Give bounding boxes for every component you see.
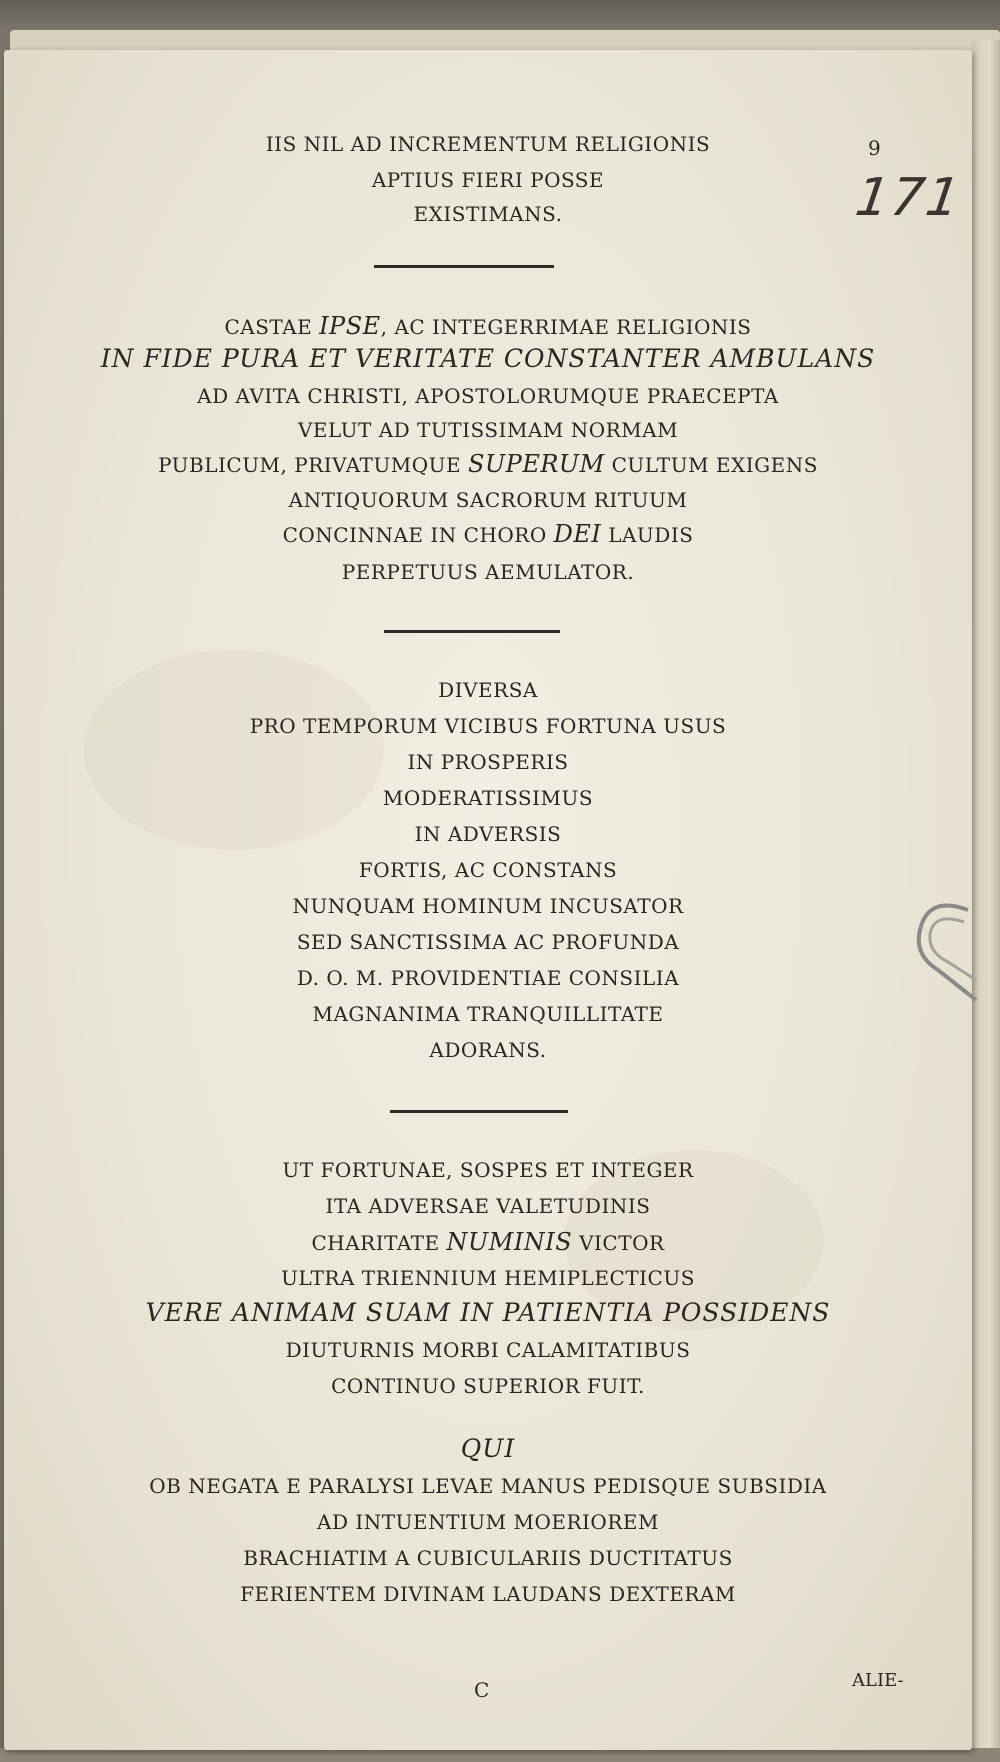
handwritten-folio-number: 171 [851, 168, 966, 228]
text-line: PERPETUUS AEMULATOR. [341, 560, 635, 584]
text-line: CONTINUO SUPERIOR FUIT. [331, 1374, 645, 1398]
document-page [4, 50, 972, 1750]
text-line: AD INTUENTIUM MOERIOREM [317, 1510, 659, 1534]
text-line [4, 1228, 972, 1256]
text-line: VELUT AD TUTISSIMAM NORMAM [297, 418, 679, 442]
text-run: PUBLICUM, PRIVATUMQUE [158, 453, 468, 477]
text-run: CASTAE [224, 315, 320, 339]
text-line: ITA ADVERSAE VALETUDINIS [325, 1194, 651, 1218]
paper-clip-icon [908, 900, 978, 1020]
text-line: BRACHIATIM A CUBICULARIIS DUCTITATUS [243, 1546, 733, 1570]
text-line: MAGNANIMA TRANQUILLITATE [312, 1002, 664, 1026]
text-line: ADORANS. [429, 1038, 547, 1062]
text-run: , AC INTEGERRIMAE RELIGIONIS [380, 315, 752, 339]
text-run: VICTOR [572, 1231, 665, 1255]
text-line-italic: VERE ANIMAM SUAM IN PATIENTIA POSSIDENS [145, 1298, 831, 1327]
section-divider [390, 1110, 568, 1113]
text-line: ANTIQUORUM SACRORUM RITUUM [288, 488, 688, 512]
text-line [4, 450, 972, 478]
text-run: CHARITATE [311, 1231, 447, 1255]
text-line [4, 312, 972, 340]
text-line: D. O. M. PROVIDENTIAE CONSILIA [296, 966, 680, 990]
catchword: ALIE- [852, 1670, 904, 1691]
text-run: CULTUM EXIGENS [604, 453, 818, 477]
text-run: LAUDIS [601, 523, 694, 547]
text-line: IN ADVERSIS [414, 822, 562, 846]
text-line: UT FORTUNAE, SOSPES ET INTEGER [282, 1158, 694, 1182]
text-line: NUNQUAM HOMINUM INCUSATOR [292, 894, 684, 918]
text-run-italic: SUPERUM [468, 450, 605, 478]
signature-mark: C [474, 1678, 490, 1702]
text-line: IIS NIL AD INCREMENTUM RELIGIONIS [265, 132, 711, 156]
text-line: MODERATISSIMUS [382, 786, 594, 810]
text-line-italic: IN FIDE PURA ET VERITATE CONSTANTER AMBULANS [100, 344, 876, 373]
text-line: SED SANCTISSIMA AC PROFUNDA [296, 930, 680, 954]
text-run-italic: DEI [553, 520, 602, 548]
text-line: IN PROSPERIS [407, 750, 569, 774]
text-line: ULTRA TRIENNIUM HEMIPLECTICUS [281, 1266, 695, 1290]
section-divider [384, 630, 560, 633]
page-number: 9 [868, 136, 881, 160]
text-line [4, 520, 972, 548]
section-divider [374, 265, 554, 268]
scan-bottom-border [0, 1748, 1000, 1762]
text-run-italic: NUMINIS [446, 1228, 573, 1256]
text-line: DIVERSA [438, 678, 538, 702]
text-line: FERIENTEM DIVINAM LAUDANS DEXTERAM [240, 1582, 736, 1606]
section-heading-italic: QUI [460, 1434, 516, 1463]
text-line: DIUTURNIS MORBI CALAMITATIBUS [285, 1338, 691, 1362]
text-line: OB NEGATA E PARALYSI LEVAE MANUS PEDISQUE SUBSIDIA [149, 1474, 827, 1498]
text-line: AD AVITA CHRISTI, APOSTOLORUMQUE PRAECEPTA [197, 384, 779, 408]
text-line: PRO TEMPORUM VICIBUS FORTUNA USUS [249, 714, 727, 738]
text-run: CONCINNAE IN CHORO [282, 523, 554, 547]
text-line: EXISTIMANS. [413, 202, 563, 226]
text-line: FORTIS, AC CONSTANS [358, 858, 618, 882]
text-line: APTIUS FIERI POSSE [371, 168, 605, 192]
text-run-italic: IPSE [319, 312, 381, 340]
